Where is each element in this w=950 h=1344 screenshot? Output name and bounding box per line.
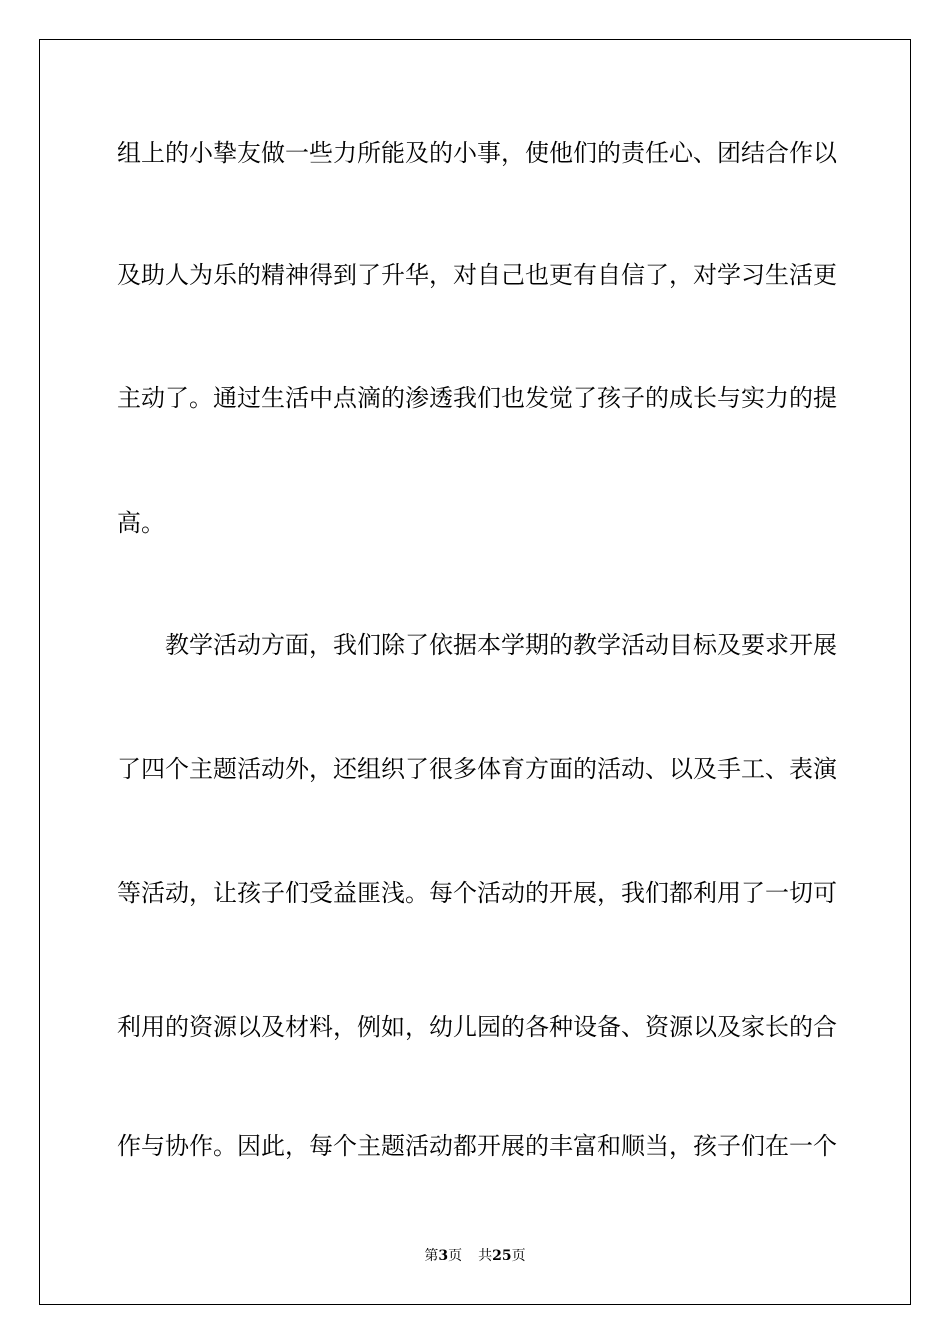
paragraph-line-1: 组上的小挚友做一些力所能及的小事，使他们的责任心、团结合作以 — [117, 139, 837, 167]
total-prefix: 共 — [478, 1248, 493, 1264]
page-footer — [0, 1247, 950, 1265]
page-prefix: 第 — [424, 1248, 439, 1264]
paragraph-line-9: 作与协作。因此，每个主题活动都开展的丰富和顺当，孩子们在一个 — [117, 1132, 837, 1160]
paragraph-line-2: 及助人为乐的精神得到了升华，对自己也更有自信了，对学习生活更 — [117, 261, 837, 289]
page-suffix: 页 — [448, 1248, 463, 1264]
page-number: 3 — [438, 1248, 449, 1264]
paragraph-line-8: 利用的资源以及材料，例如，幼儿园的各种设备、资源以及家长的合 — [117, 1013, 837, 1041]
paragraph-line-3: 主动了。通过生活中点滴的渗透我们也发觉了孩子的成长与实力的提 — [117, 384, 837, 412]
paragraph-line-5: 教学活动方面，我们除了依据本学期的教学活动目标及要求开展 — [165, 631, 837, 659]
paragraph-line-7: 等活动，让孩子们受益匪浅。每个活动的开展，我们都利用了一切可 — [117, 879, 837, 907]
paragraph-line-6: 了四个主题活动外，还组织了很多体育方面的活动、以及手工、表演 — [117, 755, 837, 783]
total-suffix: 页 — [511, 1248, 526, 1264]
page-border — [39, 39, 911, 1305]
total-pages: 25 — [492, 1248, 512, 1264]
paragraph-line-4: 高。 — [117, 509, 165, 537]
